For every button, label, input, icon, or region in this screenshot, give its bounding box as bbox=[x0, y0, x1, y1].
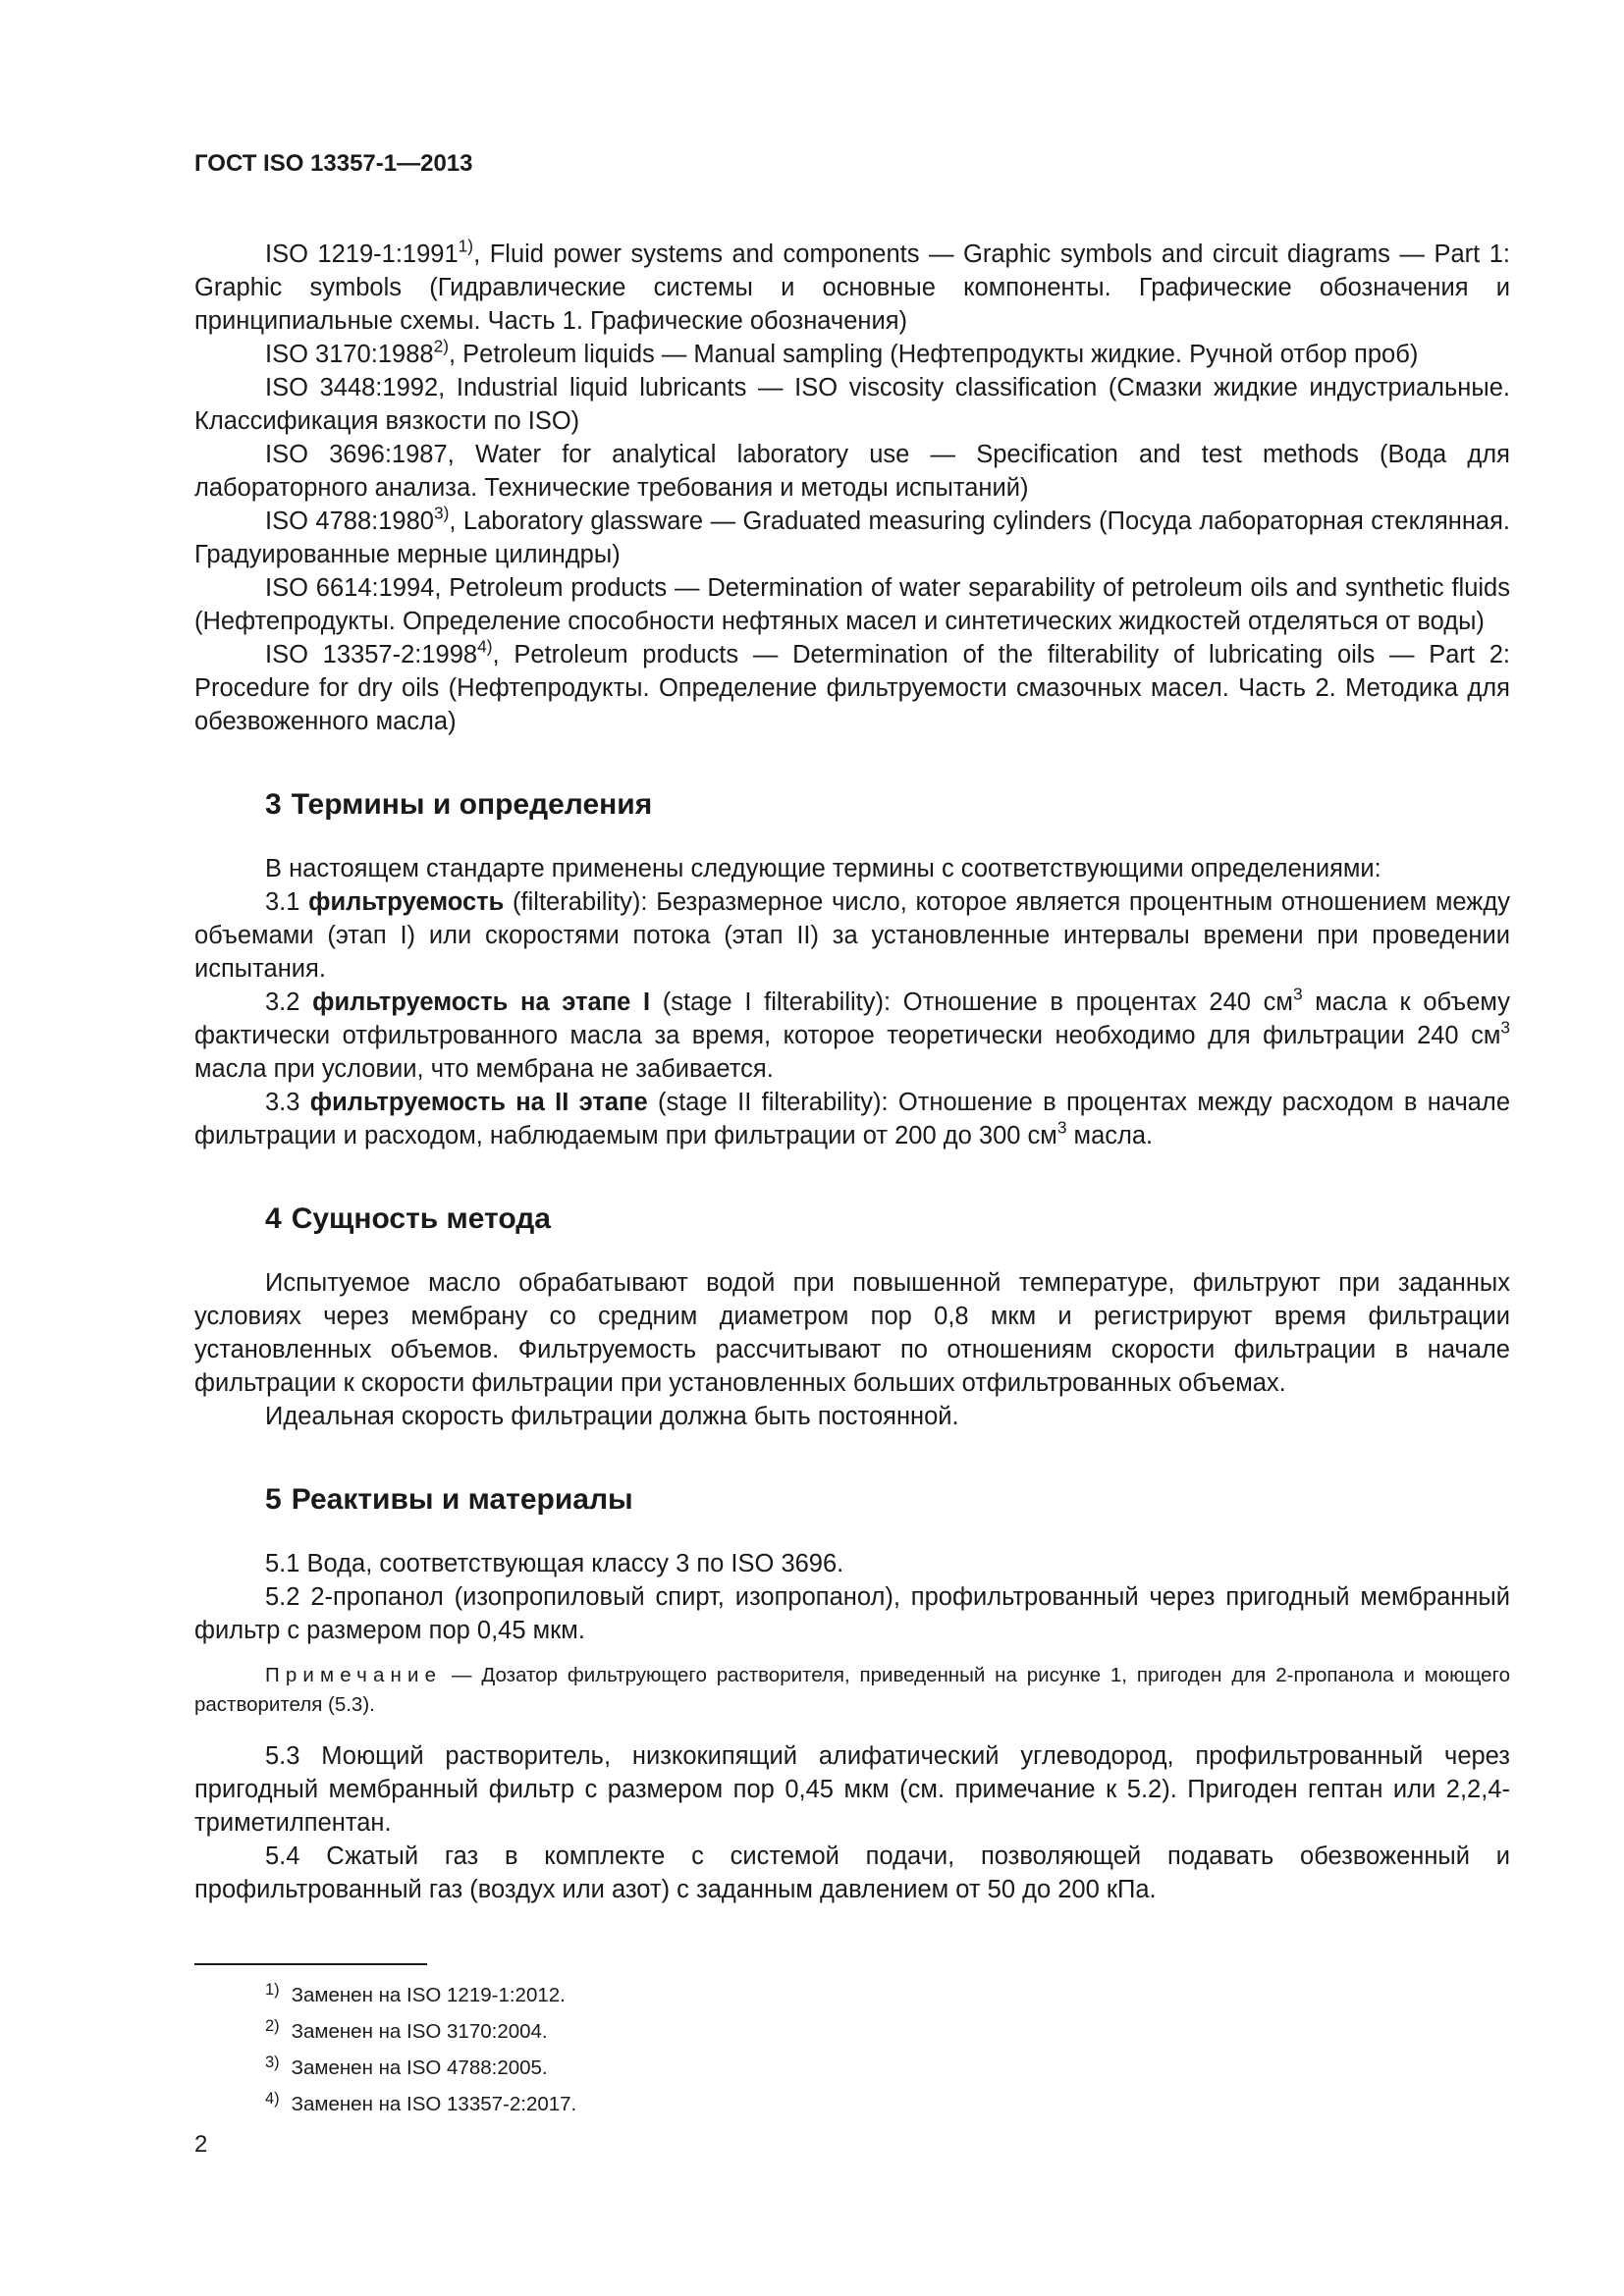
term-text: (filterability): Безразмерное число, которое является процентным отношением между объемами (этап I) или скоростями потока (этап II) за установленные интервалы времени при проведении испытания. bbox=[194, 888, 1510, 983]
term-definition bbox=[194, 885, 1510, 986]
section-number: 3 bbox=[265, 788, 282, 821]
note-label: Примечание bbox=[265, 1664, 443, 1686]
footnote-mark: 1) bbox=[265, 1980, 280, 1999]
section-number: 5 bbox=[265, 1483, 282, 1516]
paragraph: 5.2 2-пропанол (изопропиловый спирт, изопропанол), профильтрованный через пригодный мембранный фильтр с размером пор 0,45 мкм. bbox=[194, 1583, 1510, 1644]
reference-code: ISO 4788:1980 bbox=[265, 507, 434, 535]
footnote-mark: 3) bbox=[265, 2053, 280, 2071]
section-4-heading bbox=[265, 1200, 1510, 1239]
section-5-heading bbox=[265, 1480, 1510, 1520]
reference-item bbox=[194, 505, 1510, 571]
reference-text: , Petroleum liquids — Manual sampling (Нефтепродукты жидкие. Ручной отбор проб) bbox=[448, 341, 1419, 368]
document-page bbox=[194, 147, 1510, 2122]
normative-references bbox=[194, 238, 1510, 738]
term-name: фильтруемость на II этапе bbox=[309, 1089, 648, 1116]
superscript: 3 bbox=[1056, 1117, 1067, 1138]
term-text: масла к объему фактически отфильтрованного масла за время, которое теоретически необходимо для фильтрации 240 см bbox=[194, 988, 1510, 1049]
term-text: (stage II filterability): Отношение в процентах между расходом в начале фильтрации и расходом, наблюдаемым при фильтрации от 200 до 300 см bbox=[194, 1089, 1510, 1149]
footnote-ref: 2) bbox=[433, 336, 449, 356]
note bbox=[194, 1661, 1510, 1720]
footnote bbox=[265, 2050, 1510, 2086]
reference-item bbox=[194, 238, 1510, 338]
reference-text: , Fluid power systems and components — Graphic symbols and circuit diagrams — Part 1: Graphic symbols (Гидравлические системы и основные компоненты. Графические обозначения и принципиальные схемы. Часть 1. Графические обозначения) bbox=[194, 240, 1510, 335]
section-title: Сущность метода bbox=[291, 1202, 551, 1235]
footnote-text: Заменен на ISO 13357-2:2017. bbox=[291, 2093, 577, 2115]
footnote-divider bbox=[194, 1963, 427, 1965]
paragraph: Идеальная скорость фильтрации должна быть постоянной. bbox=[265, 1403, 959, 1430]
term-number: 3.3 bbox=[265, 1089, 300, 1116]
reference-code: ISO 6614:1994 bbox=[265, 574, 435, 602]
term-text: масла. bbox=[1066, 1122, 1154, 1149]
superscript: 3 bbox=[1500, 1017, 1510, 1038]
reference-item bbox=[194, 638, 1510, 738]
term-text: (stage I filterability): Отношение в процентах 240 см bbox=[650, 988, 1293, 1016]
paragraph: 5.1 Вода, соответствующая классу 3 по ISO 3696. bbox=[265, 1550, 844, 1577]
reference-text: , Petroleum products — Determination of the filterability of lubricating oils — Part 2: Procedure for dry oils (Нефтепродукты. Определение фильтруемости смазочных масел. Часть 2. Методика для обезвоженного масла) bbox=[194, 641, 1510, 735]
paragraph: 5.4 Сжатый газ в комплекте с системой подачи, позволяющей подавать обезвоженный и профильтрованный газ (воздух или азот) с заданным давлением от 50 до 200 кПа. bbox=[194, 1842, 1510, 1903]
term-name: фильтруемость на этапе I bbox=[312, 988, 651, 1016]
footnote-text: Заменен на ISO 4788:2005. bbox=[291, 2056, 548, 2079]
section-3-heading bbox=[265, 785, 1510, 825]
footnote-text: Заменен на ISO 1219-1:2012. bbox=[291, 1984, 566, 2006]
note-text: — Дозатор фильтрующего растворителя, приведенный на рисунке 1, пригоден для 2-пропанола и моющего растворителя (5.3). bbox=[194, 1664, 1510, 1716]
footnote bbox=[265, 2013, 1510, 2050]
reference-text: , Industrial liquid lubricants — ISO viscosity classification (Смазки жидкие индустриальные. Классификация вязкости по ISO) bbox=[194, 374, 1510, 435]
page-number: 2 bbox=[194, 2131, 208, 2158]
reference-text: , Petroleum products — Determination of water separability of petroleum oils and synthetic fluids (Нефтепродукты. Определение способности нефтяных масел и синтетических жидкостей отделяться от воды) bbox=[194, 574, 1510, 635]
footnote-ref: 4) bbox=[477, 636, 493, 657]
reference-text: , Laboratory glassware — Graduated measuring cylinders (Посуда лабораторная стеклянная. Градуированные мерные цилиндры) bbox=[194, 507, 1510, 568]
footnote-mark: 4) bbox=[265, 2089, 280, 2108]
paragraph: 5.3 Моющий растворитель, низкокипящий алифатический углеводород, профильтрованный через пригодный мембранный фильтр с размером пор 0,45 мкм (см. примечание к 5.2). Пригоден гептан или 2,2,4-триметилпентан. bbox=[194, 1742, 1510, 1837]
footnote-mark: 2) bbox=[265, 2016, 280, 2035]
reference-code: ISO 3696:1987 bbox=[265, 441, 448, 468]
section-title: Термины и определения bbox=[291, 788, 653, 821]
reference-code: ISO 1219-1:1991 bbox=[265, 240, 459, 268]
footnote-ref: 3) bbox=[433, 503, 450, 523]
reference-item bbox=[194, 371, 1510, 438]
footnote bbox=[265, 2086, 1510, 2122]
term-number: 3.2 bbox=[265, 988, 300, 1016]
reference-item bbox=[194, 338, 1510, 371]
footnote-text: Заменен на ISO 3170:2004. bbox=[291, 2020, 548, 2043]
reference-item bbox=[194, 571, 1510, 638]
footnote bbox=[265, 1977, 1510, 2013]
term-definition bbox=[194, 986, 1510, 1086]
reference-code: ISO 3170:1988 bbox=[265, 341, 434, 368]
section-title: Реактивы и материалы bbox=[291, 1483, 633, 1516]
term-definition bbox=[194, 1086, 1510, 1152]
reference-code: ISO 3448:1992 bbox=[265, 374, 439, 401]
footnote-ref: 1) bbox=[458, 236, 474, 256]
term-number: 3.1 bbox=[265, 888, 300, 916]
document-header: ГОСТ ISO 13357-1—2013 bbox=[194, 150, 473, 177]
term-name: фильтруемость bbox=[308, 888, 505, 916]
reference-item bbox=[194, 438, 1510, 505]
section-number: 4 bbox=[265, 1202, 282, 1235]
reference-text: , Water for analytical laboratory use — Specification and test methods (Вода для лабораторного анализа. Технические требования и методы испытаний) bbox=[194, 441, 1510, 502]
reference-code: ISO 13357-2:1998 bbox=[265, 641, 478, 668]
superscript: 3 bbox=[1292, 984, 1303, 1004]
section-3-intro: В настоящем стандарте применены следующие термины с соответствующими определениями: bbox=[265, 855, 1381, 882]
paragraph: Испытуемое масло обрабатывают водой при повышенной температуре, фильтруют при заданных условиях через мембрану со средним диаметром пор 0,8 мкм и регистрируют время фильтрации установленных объемов. Фильтруемость рассчитывают по отношениям скорости фильтрации в начале фильтрации к скорости фильтрации при установленных больших отфильтрованных объемах. bbox=[194, 1269, 1510, 1397]
term-text: масла при условии, что мембрана не забивается. bbox=[194, 1055, 774, 1083]
